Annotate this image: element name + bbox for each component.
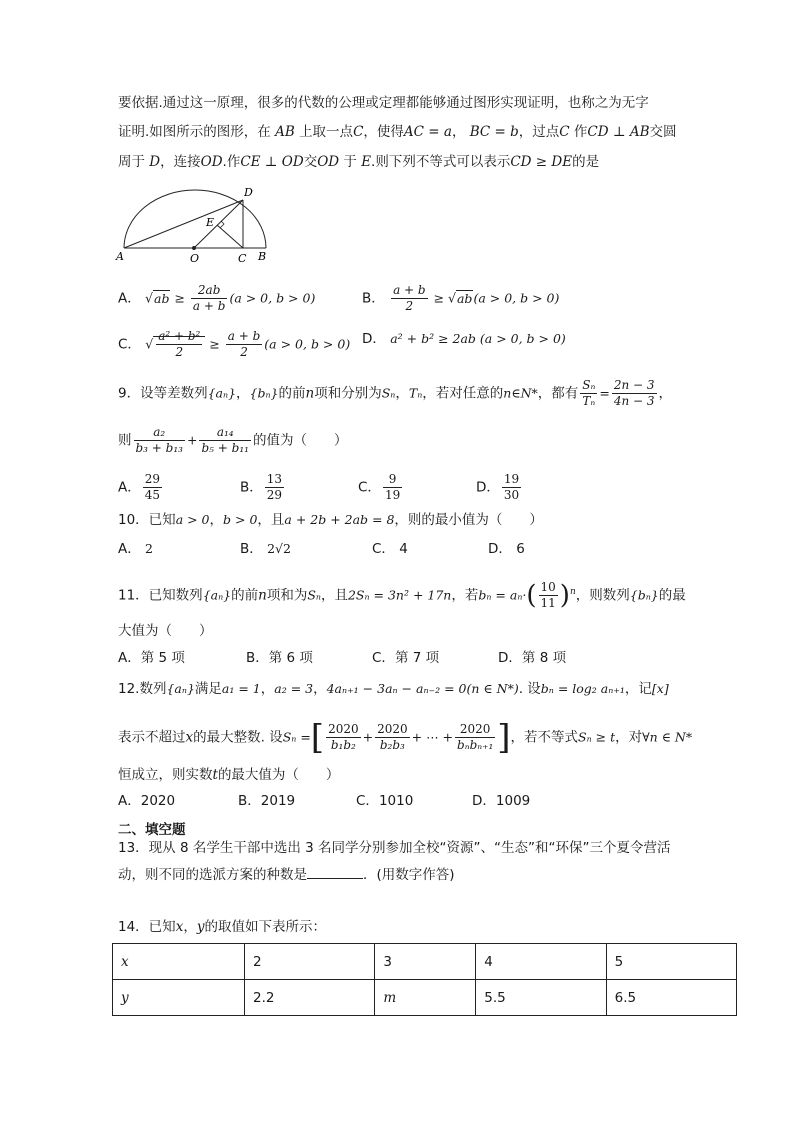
- table-cell: 5.5: [476, 980, 606, 1016]
- q11-option-b[interactable]: B．第 6 项: [246, 650, 313, 666]
- q12-stem-line-3: 恒成立，则实数t的最大值为（ ）: [118, 767, 340, 783]
- q8-option-b[interactable]: B． $\frac{a + b}{2}$ ≥ √ab(a > 0, b > 0): [362, 283, 560, 313]
- table-cell: 5: [606, 944, 736, 980]
- table-cell: 3: [375, 944, 476, 980]
- q11-option-c[interactable]: C．第 7 项: [372, 650, 440, 666]
- table-cell: 2.2: [245, 980, 375, 1016]
- q10-option-b[interactable]: B． 2√2: [240, 541, 291, 557]
- q10-option-d[interactable]: D． 6: [488, 541, 525, 557]
- q12-option-c[interactable]: C．1010: [356, 793, 414, 809]
- q12-option-d[interactable]: D．1009: [472, 793, 531, 809]
- label-C: C: [238, 252, 247, 265]
- q14-stem: 14．已知x，y的取值如下表所示：: [118, 919, 326, 935]
- label-D: D: [244, 186, 253, 199]
- table-cell: 2: [245, 944, 375, 980]
- q11-option-a[interactable]: A．第 5 项: [118, 650, 185, 666]
- q8-option-d[interactable]: D． a² + b² ≥ 2ab (a > 0, b > 0): [362, 331, 566, 347]
- q8-option-a[interactable]: A． √ab ≥ $\frac{2ab}{a + b}$ (a > 0, b > 0): [118, 283, 316, 313]
- table-cell: x: [113, 944, 245, 980]
- center-point-O: [192, 246, 196, 250]
- q11-stem-line-1: 11．已知数列{aₙ}的前n项和为Sₙ，且2Sₙ = 3n² + 17n，若bₙ = aₙ·( $\frac{10}{11}$ )$^n$，则数列{bₙ}的最: [118, 580, 686, 611]
- q11-stem-line-2: 大值为（ ）: [118, 623, 213, 639]
- q8-option-c[interactable]: C． √ $\frac{\text{a² + b²}}{2}$ ≥ $\frac{a + b}{2}$ (a > 0, b > 0): [118, 329, 351, 359]
- q9-option-c[interactable]: C． $\frac{9}{19}$: [358, 472, 401, 502]
- q9-option-d[interactable]: D． $\frac{19}{30}$: [476, 472, 520, 502]
- label-A: A: [116, 250, 124, 263]
- table-cell: 4: [476, 944, 606, 980]
- q13-answer-blank[interactable]: [307, 864, 363, 879]
- q12-stem-line-2: 表示不超过x的最大整数. 设Sₙ =[ $\frac{2020}{\text{b₁b₂}}$ + $\frac{2020}{\text{b₂b₃}}$ + ⋯ + $\frac{2020}{\text{bₙbₙ₊₁}}$ ]，若不等式Sₙ ≥ t，对∀n ∈ N*: [118, 717, 693, 758]
- segment-OD: [194, 200, 243, 248]
- q9-stem-line-1: 9．设等差数列{aₙ}，{bₙ}的前n项和分别为Sₙ，Tₙ，若对任意的n∈N*，都有 $\frac{\text{Sₙ}}{\text{Tₙ}}$ = $\frac{2n - 3}{4n - 3}$ ，: [118, 378, 673, 408]
- label-O: O: [190, 252, 200, 265]
- q10-option-c[interactable]: C． 4: [372, 541, 408, 557]
- label-B: B: [258, 250, 267, 263]
- q12-option-a[interactable]: A．2020: [118, 793, 176, 809]
- q13-stem-line-2: 动，则不同的选派方案的种数是 ．(用数字作答): [118, 864, 455, 885]
- q12-stem-line-1: 12.数列{aₙ}满足a₁ = 1，a₂ = 3，4aₙ₊₁ − 3aₙ − aₙ₋₂ = 0(n ∈ N*). 设bₙ = log₂ aₙ₊₁，记[x]: [118, 681, 669, 697]
- table-cell: m: [375, 980, 476, 1016]
- segment-CE: [217, 225, 243, 248]
- q9-stem-line-2: 则 $\frac{\text{a₂}}{\text{b₃ + b₁₃}}$ + $\frac{\text{a₁₄}}{\text{b₅ + b₁₁}}$ 的值为（ ）: [118, 425, 348, 455]
- q10-stem: 10．已知a > 0，b > 0，且a + 2b + 2ab = 8，则的最小值为（ ）: [118, 512, 543, 528]
- intro-line-1: 要依据.通过这一原理，很多的代数的公理或定理都能够通过图形实现证明，也称之为无字: [118, 95, 649, 111]
- intro-line-2: 证明.如图所示的图形，在 AB 上取一点C，使得AC = a， BC = b，过点C 作CD ⊥ AB交圆: [118, 124, 677, 140]
- q11-option-d[interactable]: D．第 8 项: [498, 650, 567, 666]
- section-title-fill-blank: 二、填空题: [118, 822, 186, 838]
- semicircle-figure: [112, 180, 282, 265]
- table-cell: y: [113, 980, 245, 1016]
- q14-value-table: [112, 943, 737, 1016]
- q13-stem-line-1: 13．现从 8 名学生干部中选出 3 名同学分别参加全校“资源”、“生态”和“环保”三个夏令营活: [118, 840, 671, 856]
- table-row-x: [113, 944, 737, 980]
- q12-option-b[interactable]: B．2019: [238, 793, 296, 809]
- table-row-y: [113, 980, 737, 1016]
- chord-AD: [124, 200, 243, 248]
- q9-option-a[interactable]: A． $\frac{29}{45}$: [118, 472, 161, 502]
- q10-option-a[interactable]: A． 2: [118, 541, 153, 557]
- q9-option-b[interactable]: B． $\frac{13}{29}$: [240, 472, 283, 502]
- table-cell: 6.5: [606, 980, 736, 1016]
- label-E: E: [206, 216, 215, 229]
- intro-line-3: 周于 D，连接OD.作CE ⊥ OD交OD 于 E.则下列不等式可以表示CD ≥ DE的是: [118, 154, 600, 170]
